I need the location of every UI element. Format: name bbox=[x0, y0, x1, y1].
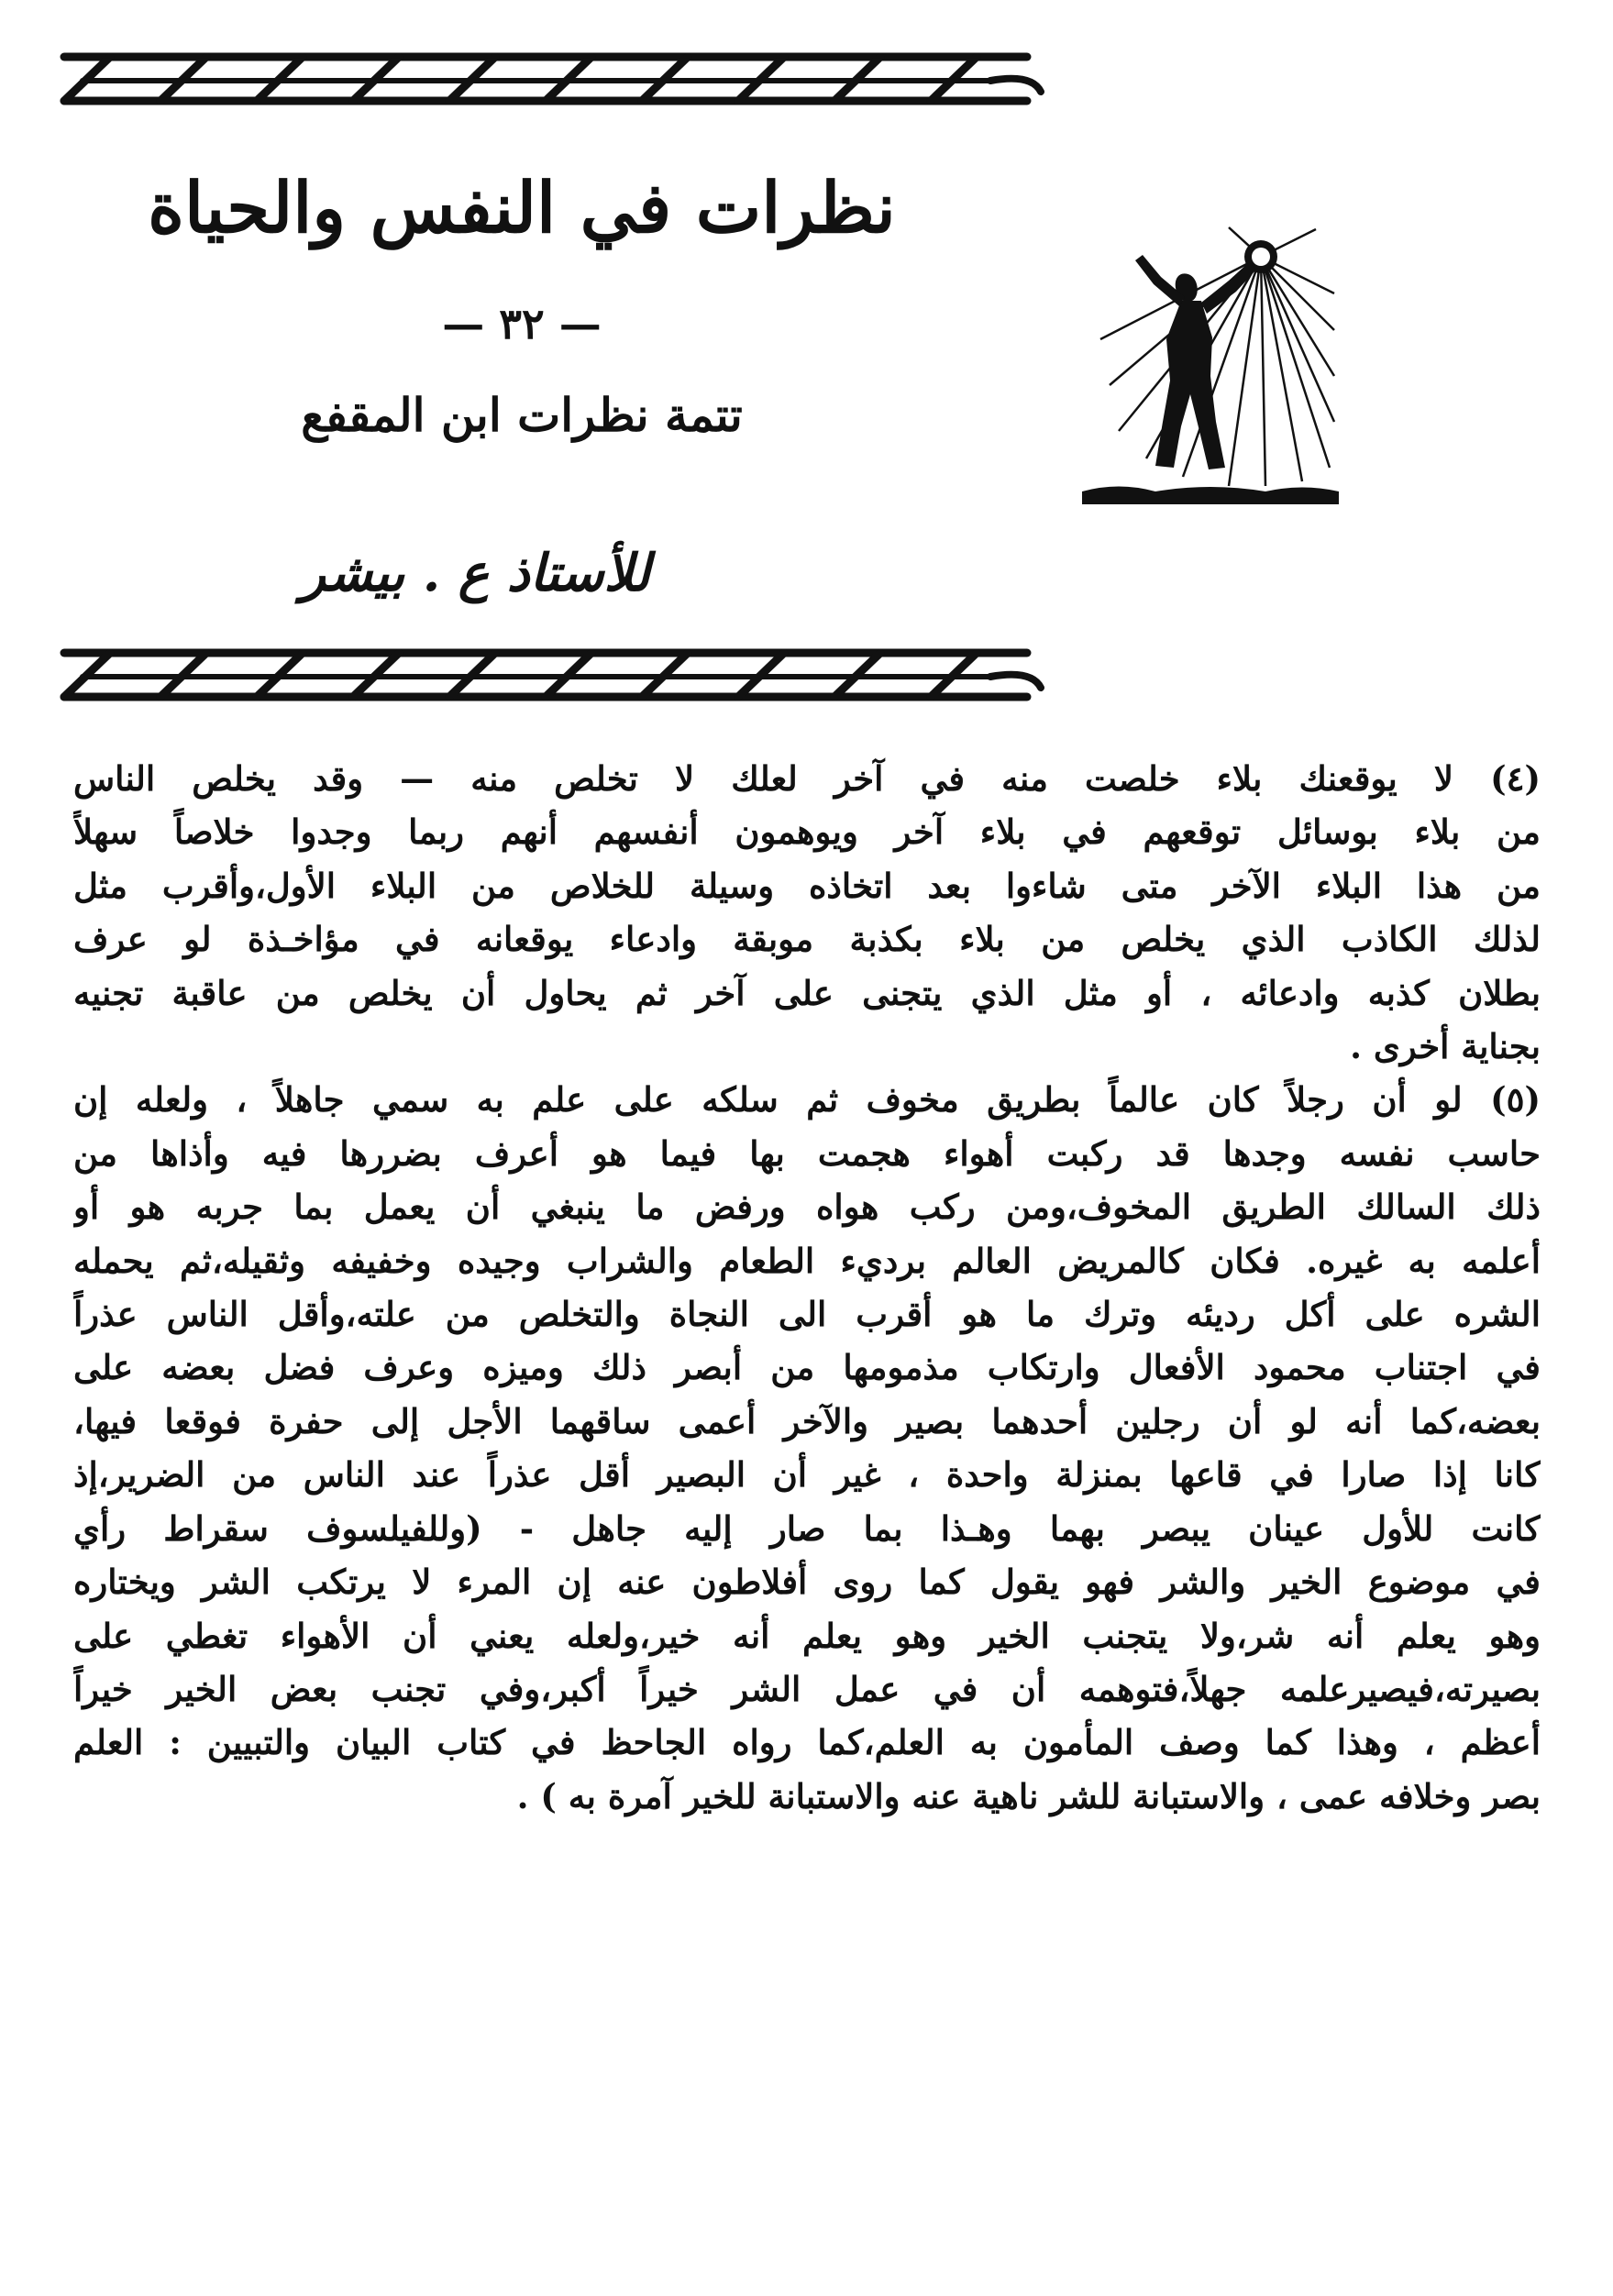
text-line: ذلك السالك الطريق المخوف،ومن ركب هواه ورفض ما ينبغي أن يعمل بما جربه هو أو bbox=[73, 1187, 1541, 1228]
text-line: أعظم ، وهذا كما وصف المأمون به العلم،كما رواه الجاحظ في كتاب البيان والتبيين : العلم bbox=[73, 1722, 1541, 1763]
man-under-sun-illustration bbox=[1082, 220, 1339, 513]
text-line: بصر وخلافه عمى ، والاستبانة للشر ناهية عنه والاستبانة للخير آمرة به ) . bbox=[516, 1775, 1541, 1816]
paragraph-4 bbox=[73, 752, 1541, 1073]
author-byline: للأستاذ ع . بيشر bbox=[300, 543, 650, 603]
text-line: حاسب نفسه وجدها قد ركبت أهواء هجمت بها فيما هو أعرف بضررها فيه وأذاها من bbox=[73, 1132, 1541, 1174]
text-line: كانت للأول عينان يبصر بهما وهـذا بما صار إليه جاهل - (وللفيلسوف سقراط رأي bbox=[73, 1507, 1541, 1549]
text-line: بطلان كذبه وادعائه ، أو مثل الذي يتجنى على آخر ثم يحاول أن يخلص من عاقبة تجنيه bbox=[73, 972, 1541, 1013]
text-line: في اجتناب محمود الأفعال وارتكاب مذمومها من أبصر ذلك وميزه وعرف فضل بعضه على bbox=[73, 1347, 1541, 1388]
article-title: نظرات في النفس والحياة bbox=[148, 167, 896, 248]
text-line: كانا إذا صارا في قاعها بمنزلة واحدة ، غير أن البصير أقل عذراً عند الناس من الضرير،إذ bbox=[73, 1454, 1541, 1496]
ornamental-border-top bbox=[55, 46, 1045, 112]
text-line: في موضوع الخير والشر فهو يقول كما روى أفلاطون عنه إن المرء لا يرتكب الشر ويختاره bbox=[73, 1562, 1541, 1603]
text-line: الشره على أكل رديئه وترك ما هو أقرب الى النجاة والتخلص من علته،وأقل الناس عذراً bbox=[73, 1294, 1541, 1335]
ornamental-border-bottom bbox=[55, 642, 1045, 708]
text-line: بجناية أخرى . bbox=[1350, 1026, 1541, 1067]
text-line: بصيرته،فيصيرعلمه جهلاً،فتوهمه أن في عمل الشر خيراً أكبر،وفي تجنب بعض الخير خيراً bbox=[73, 1668, 1541, 1709]
article-body bbox=[73, 752, 1541, 1823]
article-subtitle: تتمة نظرات ابن المقفع bbox=[301, 388, 743, 442]
text-line: من بلاء بوسائل توقعهم في بلاء آخر ويوهمون أنفسهم أنهم ربما وجدوا خلاصاً سهلاً bbox=[73, 811, 1541, 853]
text-line: لذلك الكاذب الذي يخلص من بلاء بكذبة موبقة وادعاء يوقعانه في مؤاخـذة لو عرف bbox=[73, 919, 1541, 960]
text-line: من هذا البلاء الآخر متى شاءوا بعد اتخاذه وسيلة للخلاص من البلاء الأول،وأقرب مثل bbox=[73, 865, 1541, 906]
text-line: (٥) لو أن رجلاً كان عالماً بطريق مخوف ثم سلكه على علم به سمي جاهلاً ، ولعله إن bbox=[73, 1079, 1541, 1120]
text-line: أعلمه به غيره. فكان كالمريض العالم برديء الطعام والشراب وجيده وخفيفه وثقيله،ثم يحمله bbox=[73, 1240, 1541, 1281]
article-number: — ٣٢ — bbox=[442, 299, 602, 348]
text-line: بعضه،كما أنه لو أن رجلين أحدهما بصير والآخر أعمى ساقهما الأجل إلى حفرة فوقعا فيها، bbox=[73, 1400, 1541, 1441]
paragraph-5 bbox=[73, 1073, 1541, 1823]
text-line: (٤) لا يوقعنك بلاء خلصت منه في آخر لعلك لا تخلص منه — وقد يخلص الناس bbox=[73, 758, 1541, 799]
text-line: وهو يعلم أنه شر،ولا يتجنب الخير وهو يعلم أنه خير،ولعله يعني أن الأهواء تغطي على bbox=[73, 1615, 1541, 1656]
